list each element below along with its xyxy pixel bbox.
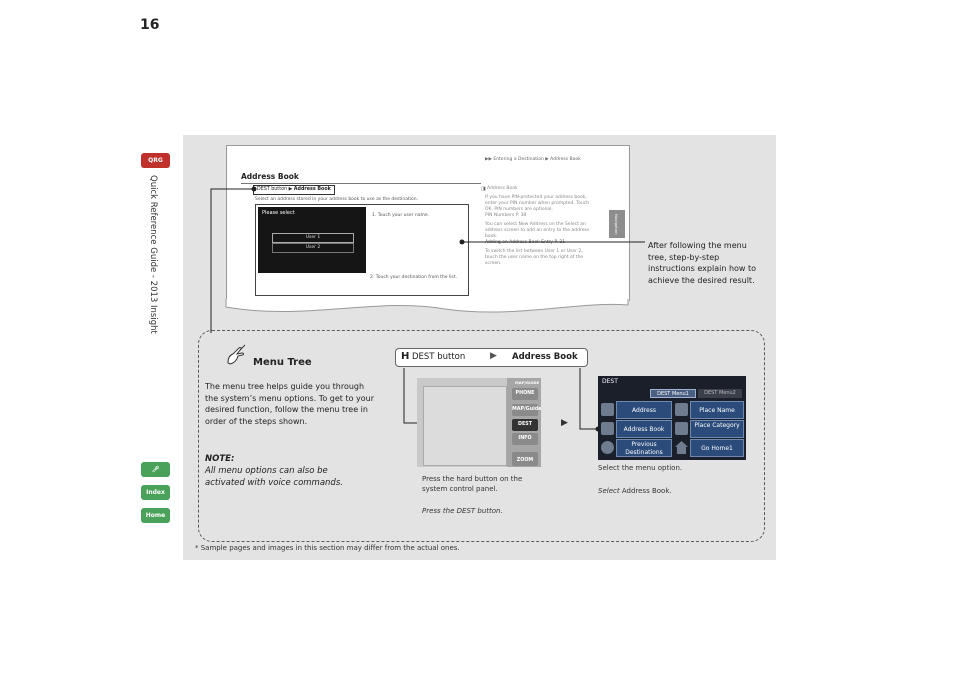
step-arrow-icon: ▶ — [561, 418, 568, 428]
dest-caption1: Select the menu option. — [598, 464, 683, 472]
user2-button[interactable]: User 2 — [272, 243, 354, 253]
hw-dest-button[interactable]: DEST — [512, 419, 538, 431]
home-tab[interactable]: Home — [141, 508, 170, 523]
control-panel-image — [417, 378, 541, 467]
path-arrow-icon: ▶ — [490, 351, 497, 361]
hw-info-button[interactable]: INFO — [512, 433, 538, 445]
hw-phone-button[interactable]: PHONE — [512, 388, 538, 400]
dest-screen-image — [598, 376, 746, 460]
hw-caption2: Press the DEST button. — [422, 507, 503, 515]
page-number: 16 — [140, 17, 160, 33]
sample-note-icon: ◨ — [481, 186, 486, 192]
dest-menu1-tab[interactable]: DEST Menu1 — [650, 389, 696, 398]
sample-breadcrumb: ▶▶ Entering a Destination ▶ Address Book — [485, 157, 581, 162]
dest-screen-title: DEST — [602, 378, 618, 385]
address-menu-button[interactable]: Address — [616, 401, 672, 419]
dest-menu2-tab[interactable]: DEST Menu2 — [698, 389, 742, 398]
note-text: All menu options can also be activated with voice commands. — [205, 466, 343, 488]
hw-zoom-button[interactable]: ZOOM — [512, 452, 538, 466]
sample-step2: 2. Touch your destination from the list. — [370, 275, 458, 280]
user1-button[interactable]: User 1 — [272, 233, 354, 243]
sample-intro: Select an address stored in your address book to use as the destination. — [255, 197, 419, 202]
please-select-label: Please select — [262, 210, 295, 216]
hard-button-icon: H — [401, 351, 410, 362]
path-dest-button: DEST button — [412, 352, 466, 362]
footnote: * Sample pages and images in this section may differ from the actual ones. — [195, 544, 460, 552]
place-name-icon — [675, 403, 688, 416]
address-book-menu-button[interactable]: Address Book — [616, 420, 672, 438]
sample-step1: 1. Touch your user name. — [372, 213, 430, 218]
sample-title: Address Book — [241, 172, 299, 181]
sample-note-title: Address Book — [487, 186, 518, 191]
index-tab[interactable]: Index — [141, 485, 170, 500]
address-book-icon — [601, 422, 614, 435]
address-icon — [601, 403, 614, 416]
place-category-icon — [675, 422, 688, 435]
menu-tree-title: Menu Tree — [253, 357, 312, 368]
voice-icon: 🎤︎ — [151, 466, 160, 473]
hw-map-button[interactable]: MAP/Guide — [512, 404, 538, 416]
side-title: Quick Reference Guide - 2013 Insight — [148, 175, 158, 334]
menu-tree-description: The menu tree helps guide you through the system’s menu options. To get to your desired function, follow the menu tree in order of the steps shown. — [205, 382, 375, 426]
sample-side-tab: Navigation — [609, 210, 625, 238]
note-label: NOTE: — [205, 454, 235, 464]
home-icon — [675, 441, 688, 454]
hw-map-guide-label: MAP/GUIDE — [515, 380, 540, 385]
previous-destinations-icon — [601, 441, 614, 454]
dest-caption2: Select Address Book. — [598, 487, 672, 495]
qrg-tab[interactable]: QRG — [141, 153, 170, 168]
sample-path: DEST button ▶ Address Book — [253, 185, 335, 195]
go-home-menu-button[interactable]: Go Home1 — [690, 439, 744, 457]
place-category-menu-button[interactable]: Place Category — [690, 420, 744, 438]
callout-text: After following the menu tree, step-by-step instructions explain how to achieve the desired result. — [648, 241, 757, 285]
path-target: Address Book — [512, 352, 578, 362]
place-name-menu-button[interactable]: Place Name — [690, 401, 744, 419]
pointing-hand-icon — [225, 344, 247, 366]
hw-caption1: Press the hard button on the system control panel. — [422, 475, 523, 493]
sample-note-lines: If you have PIN-protected your address book, enter your PIN number when prompted. Touch OK. PIN numbers are optional. PIN Numbers P. 38 You can select New Address on the Select an address screen to add an entry to the address book. Adding an Address Book Entry P. 31 To switch the list between User 1 or User 2, touch the user name on the top right of the screen. — [485, 195, 590, 266]
path-bar — [395, 348, 588, 367]
previous-destinations-menu-button[interactable]: Previous Destinations — [616, 439, 672, 457]
